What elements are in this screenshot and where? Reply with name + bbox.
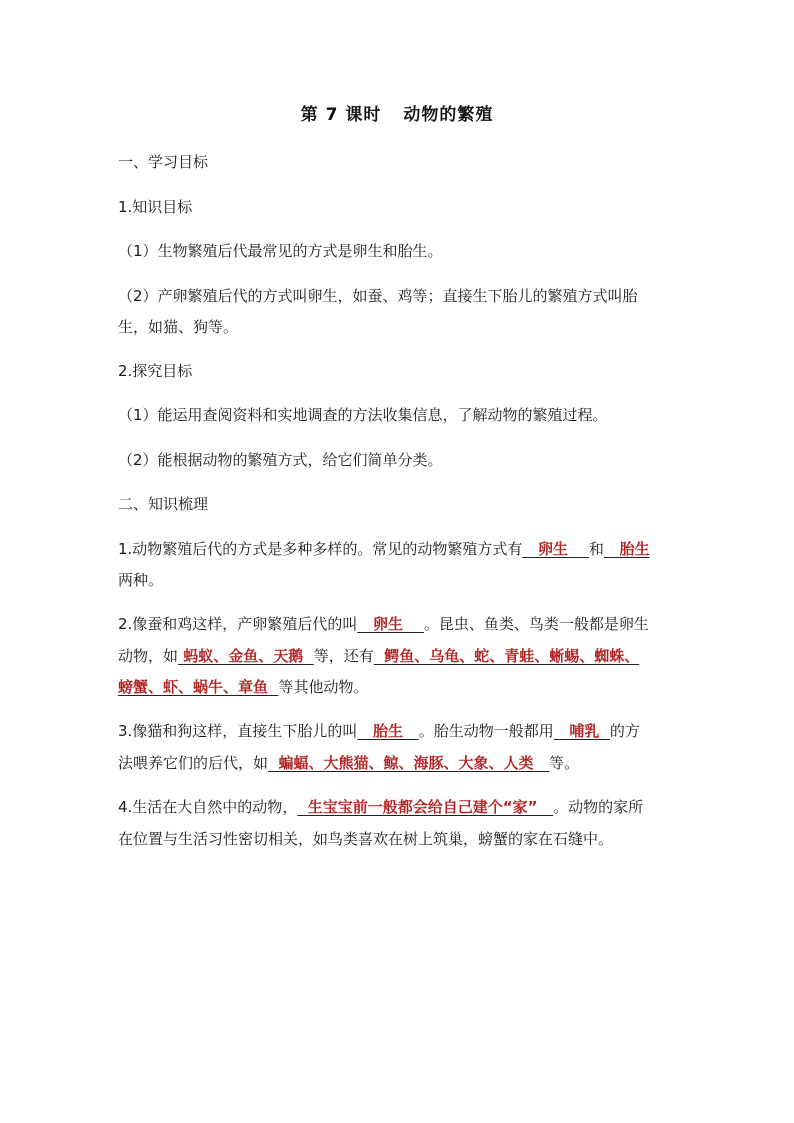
subheading-knowledge: 1.知识目标 bbox=[118, 198, 193, 216]
knowledge-item-1: （1）生物繁殖后代最常见的方式是卵生和胎生。 bbox=[118, 242, 443, 260]
question-4-line2: 在位置与生活习性密切相关，如鸟类喜欢在树上筑巢，螃蟹的家在石缝中。 bbox=[118, 830, 614, 848]
inquiry-item-1: （1）能运用查阅资料和实地调查的方法收集信息，了解动物的繁殖过程。 bbox=[118, 406, 608, 424]
subheading-inquiry: 2.探究目标 bbox=[118, 362, 193, 380]
inquiry-item-2: （2）能根据动物的繁殖方式，给它们简单分类。 bbox=[118, 451, 443, 469]
question-2-line3: 螃蟹、虾、蜗牛、章鱼 等其他动物。 bbox=[118, 678, 369, 696]
lesson-topic: 动物的繁殖 bbox=[403, 105, 494, 125]
section-heading-objectives: 一、学习目标 bbox=[118, 153, 209, 171]
question-3-line2: 法喂养它们的后代，如 蝙蝠、大熊猫、鲸、海豚、大象、人类 等。 bbox=[118, 754, 580, 772]
question-4-line1: 4.生活在大自然中的动物， 生宝宝前一般都会给自己建个“家” 。动物的家所 bbox=[118, 798, 644, 816]
section-heading-review: 二、知识梳理 bbox=[118, 495, 209, 513]
page-title bbox=[0, 100, 794, 125]
answer-oviparity: 卵生 bbox=[538, 540, 569, 558]
answer-oviparity-2: 卵生 bbox=[373, 615, 404, 633]
question-3-line1: 3.像猫和狗这样，直接生下胎儿的叫 胎生 。胎生动物一般都用 哺乳 的方 bbox=[118, 722, 640, 740]
question-2-line1: 2.像蚕和鸡这样，产卵繁殖后代的叫 卵生 。昆虫、鱼类、鸟类一般都是卵生 bbox=[118, 615, 649, 633]
question-1-line2: 两种。 bbox=[118, 571, 164, 589]
answer-oviparous-examples-3: 螃蟹、虾、蜗牛、章鱼 bbox=[118, 678, 269, 696]
answer-nursing: 哺乳 bbox=[569, 722, 600, 740]
answer-oviparous-examples-1: 蚂蚁、金鱼、天鹅 bbox=[183, 647, 304, 665]
knowledge-item-2-line2: 生，如猫、狗等。 bbox=[118, 318, 239, 336]
lesson-number: 第 7 课时 bbox=[300, 105, 382, 125]
answer-viviparity-2: 胎生 bbox=[373, 722, 404, 740]
answer-viviparity: 胎生 bbox=[619, 540, 650, 558]
question-2-line2: 动物，如 蚂蚁、金鱼、天鹅 等，还有 鳄鱼、乌龟、蛇、青蛙、蜥蜴、蜘蛛、 bbox=[118, 647, 640, 665]
answer-viviparous-examples: 蝙蝠、大熊猫、鲸、海豚、大象、人类 bbox=[278, 754, 534, 772]
answer-oviparous-examples-2: 鳄鱼、乌龟、蛇、青蛙、蜥蜴、蜘蛛、 bbox=[384, 647, 640, 665]
question-1-line1: 1.动物繁殖后代的方式是多种多样的。常见的动物繁殖方式有 卵生 和 胎生 bbox=[118, 540, 650, 558]
answer-build-home: 生宝宝前一般都会给自己建个“家” bbox=[307, 798, 538, 816]
knowledge-item-2-line1: （2）产卵繁殖后代的方式叫卵生，如蚕、鸡等；直接生下胎儿的繁殖方式叫胎 bbox=[118, 287, 638, 305]
